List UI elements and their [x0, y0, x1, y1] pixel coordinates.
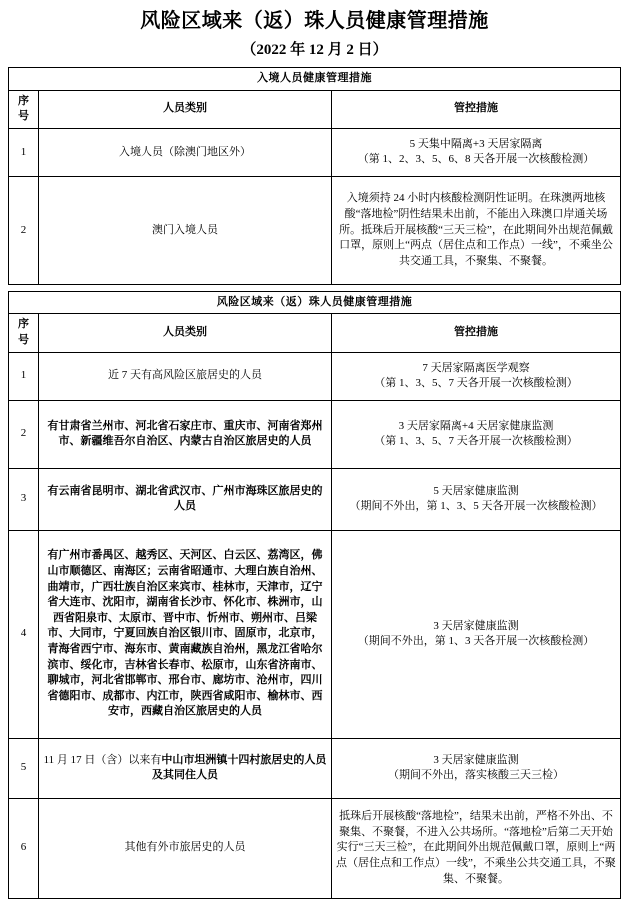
- measure-line-1: 5 天集中隔离+3 天居家隔离: [409, 137, 543, 150]
- row-category: 澳门入境人员: [38, 176, 331, 284]
- measure-line-1: 3 天居家隔离+4 天居家健康监测: [398, 419, 554, 432]
- row-measure: [331, 128, 620, 176]
- row-number: 4: [8, 530, 38, 738]
- table-row: [8, 176, 620, 284]
- row-number: 3: [8, 468, 38, 530]
- column-header-category: 人员类别: [38, 314, 331, 352]
- row-number: 1: [8, 352, 38, 400]
- category-bold: 有甘肃省兰州市、河北省石家庄市、重庆市、河南省郑州市、新疆维吾尔自治区、内蒙古自治区旅居史的人员: [47, 419, 323, 448]
- row-measure: [331, 400, 620, 468]
- category-bold: 有云南省昆明市、湖北省武汉市、广州市海珠区旅居史的人员: [47, 484, 323, 513]
- category-plain: 近 7 天有高风险区旅居史的人员: [107, 369, 262, 382]
- row-number: 6: [8, 798, 38, 898]
- table-row: [8, 738, 620, 798]
- row-measure: [331, 352, 620, 400]
- measure-line-1: 7 天居家隔离医学观察: [422, 361, 530, 374]
- row-category: [38, 468, 331, 530]
- column-header-category: 人员类别: [38, 90, 331, 128]
- measure-line-1: 5 天居家健康监测: [433, 484, 519, 497]
- table-column-header-row: [8, 90, 620, 128]
- measure-line-2: （期间不外出，落实核酸三天三检）: [388, 769, 564, 782]
- row-category: [38, 400, 331, 468]
- category-bold: 有广州市番禺区、越秀区、天河区、白云区、荔湾区，佛山市顺德区、南海区；云南省昭通市、大理白族自治州、曲靖市，广西壮族自治区来宾市、桂林市，天津市，辽宁省大连市、沈阳市，湖南省长沙市、怀化市、株洲市，山西省阳泉市、太原市、晋中市、忻州市、朔州市、吕梁市、大同市，宁夏回族自治区银川市、固原市，北京市，青海省西宁市、海东市、黄南藏族自治州，黑龙江省哈尔滨市、绥化市，吉林省长春市、松原市，山东省济南市、聊城市，河北省邯郸市、邢台市、廊坊市、沧州市，四川省德阳市、成都市、内江市，陕西省咸阳市、榆林市、西安市，西藏自治区旅居史的人员: [47, 549, 323, 718]
- row-category: [38, 738, 331, 798]
- row-category: [38, 352, 331, 400]
- measure-line-2: （第 1、3、5、7 天各开展一次核酸检测）: [374, 377, 578, 390]
- table-row: [8, 352, 620, 400]
- table-row: [8, 530, 620, 738]
- risk-section-title: 风险区域来（返）珠人员健康管理措施: [8, 291, 620, 314]
- column-header-measure: 管控措施: [331, 90, 620, 128]
- table-row: [8, 468, 620, 530]
- row-category: [38, 798, 331, 898]
- page-subtitle: （2022 年 12 月 2 日）: [241, 42, 388, 58]
- page-title: 风险区域来（返）珠人员健康管理措施: [140, 10, 489, 32]
- row-category: [38, 530, 331, 738]
- table-row: [8, 400, 620, 468]
- row-number: 2: [8, 400, 38, 468]
- measure-line-2: （第 1、3、5、7 天各开展一次核酸检测）: [374, 435, 578, 448]
- row-number: 1: [8, 128, 38, 176]
- category-plain: 其他有外市旅居史的人员: [124, 841, 246, 854]
- risk-area-table: [8, 291, 621, 899]
- row-number: 2: [8, 176, 38, 284]
- row-category: 入境人员（除澳门地区外）: [38, 128, 331, 176]
- table-section-header-row: [8, 68, 620, 91]
- row-number: 5: [8, 738, 38, 798]
- document-page: [0, 9, 629, 887]
- row-measure: [331, 738, 620, 798]
- table-section-header-row: [8, 291, 620, 314]
- column-header-measure: 管控措施: [331, 314, 620, 352]
- row-measure: 入境须持 24 小时内核酸检测阴性证明。在珠澳两地核酸“落地检”阴性结果未出前，不能出入珠澳口岸通关场所。抵珠后开展核酸“三天三检”，在此期间外出规范佩戴口罩，原则上“两点（居住点和工作点）一线”，不乘坐公共交通工具，不聚集、不聚餐。: [331, 176, 620, 284]
- table-row: [8, 128, 620, 176]
- category-bold: 中山市坦洲镇十四村旅居史的人员及其同住人员: [151, 753, 327, 782]
- table-row: [8, 798, 620, 898]
- row-measure: [331, 468, 620, 530]
- measure-line-1: 3 天居家健康监测: [433, 753, 519, 766]
- table-column-header-row: [8, 314, 620, 352]
- measure-line-2: （期间不外出，第 1、3、5 天各开展一次核酸检测）: [349, 500, 603, 513]
- row-measure: [331, 530, 620, 738]
- row-measure: 抵珠后开展核酸“落地检”，结果未出前，严格不外出、不聚集、不聚餐，不进入公共场所。“落地检”后第二天开始实行“三天三检”，在此期间外出规范佩戴口罩，原则上“两点（居住点和工作点）一线”，不乘坐公共交通工具，不聚集、不聚餐。: [331, 798, 620, 898]
- measure-line-2: （期间不外出，第 1、3 天各开展一次核酸检测）: [357, 635, 595, 648]
- entry-section-title: 入境人员健康管理措施: [8, 68, 620, 91]
- entry-personnel-table: [8, 67, 621, 285]
- measure-line-1: 3 天居家健康监测: [433, 619, 519, 632]
- measure-line-2: （第 1、2、3、5、6、8 天各开展一次核酸检测）: [357, 153, 595, 166]
- category-plain: 11 月 17 日（含）以来有: [43, 753, 162, 766]
- column-header-no: 序号: [8, 90, 38, 128]
- column-header-no: 序号: [8, 314, 38, 352]
